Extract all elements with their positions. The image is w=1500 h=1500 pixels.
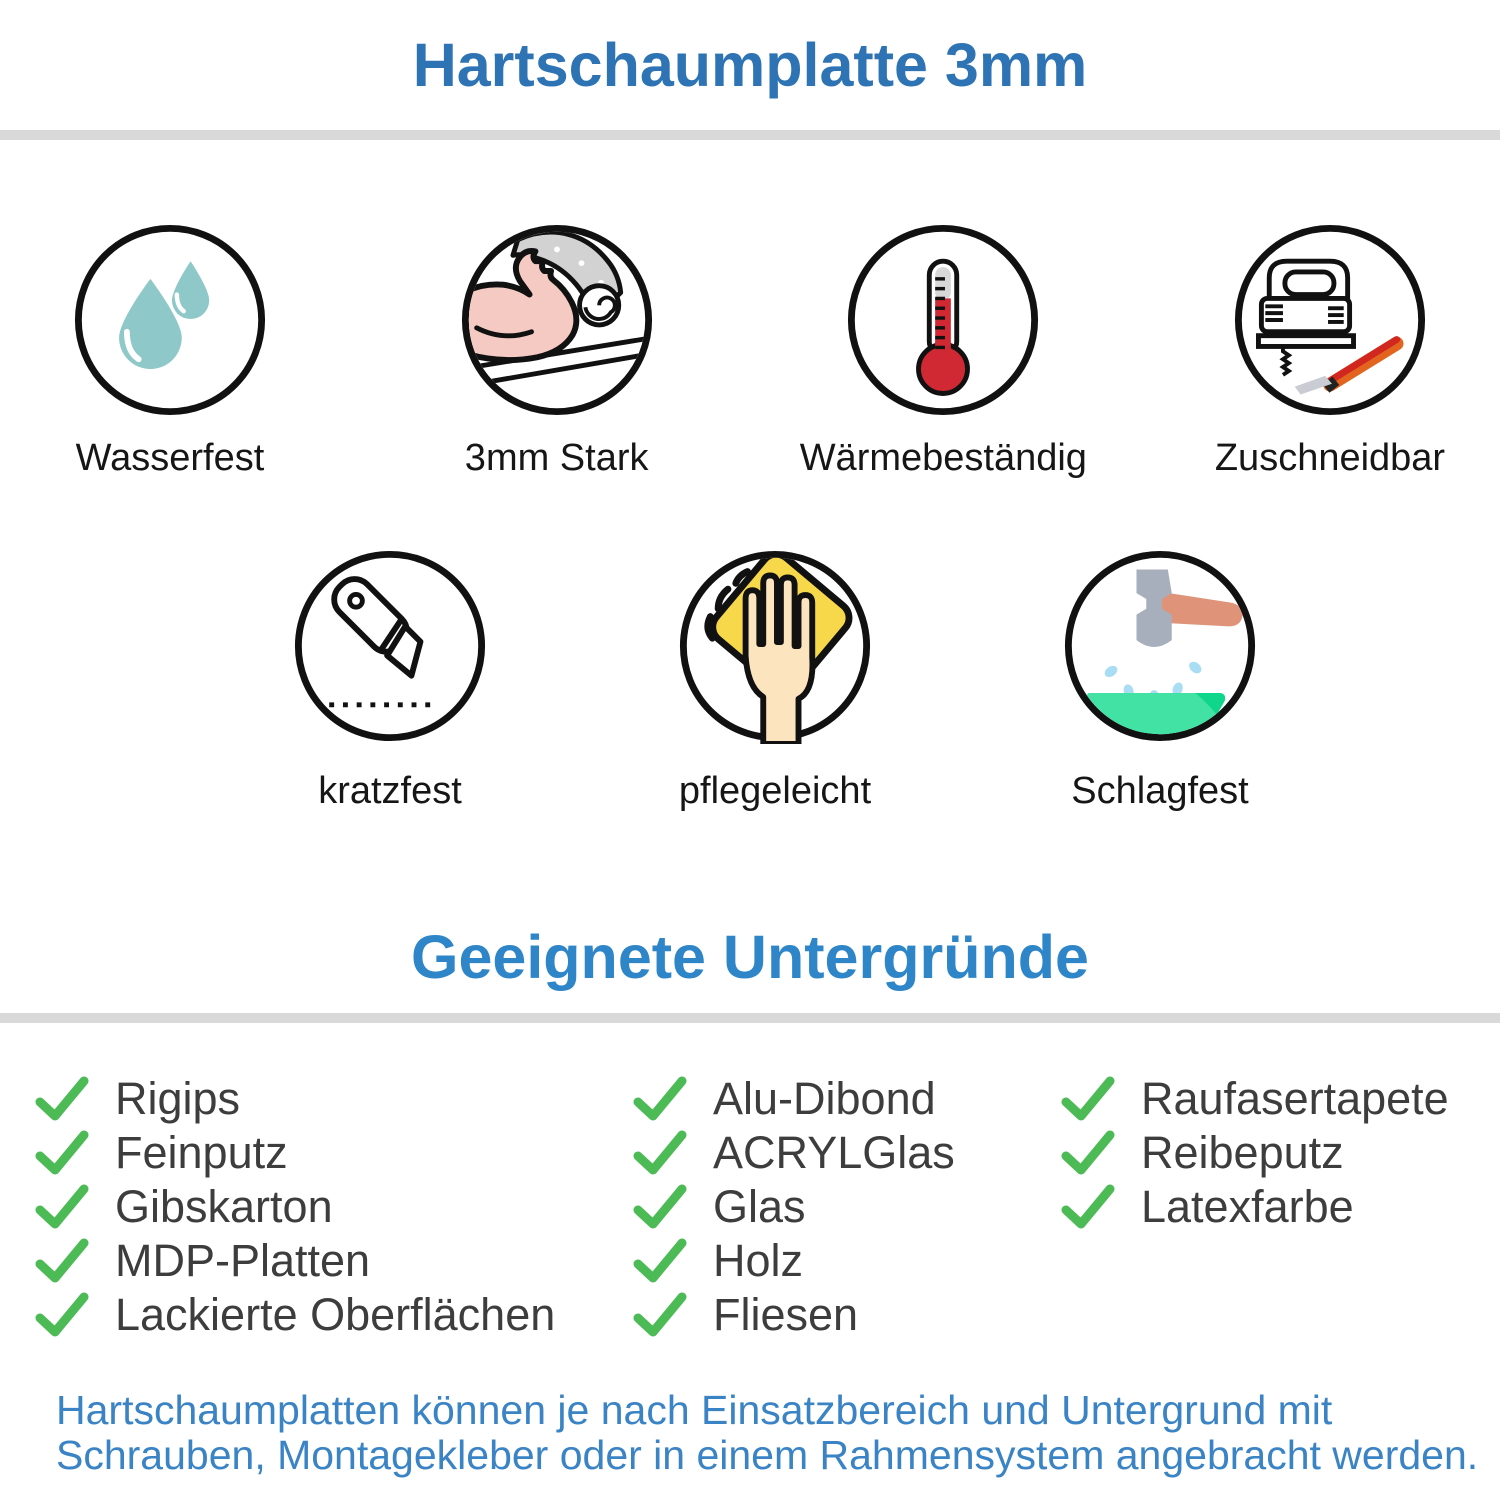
substrates-column-3 <box>1061 1072 1449 1234</box>
feature-wasserfest <box>72 222 268 479</box>
check-icon <box>1061 1130 1115 1176</box>
list-item-label: Alu-Dibond <box>713 1073 936 1124</box>
feature-kratzfest <box>292 548 488 812</box>
list-item <box>35 1288 555 1342</box>
feature-label: pflegeleicht <box>678 770 872 812</box>
list-item-label: Reibeputz <box>1141 1127 1344 1178</box>
feature-label: Wärmebeständig <box>799 437 1087 479</box>
check-icon <box>633 1292 687 1338</box>
flexed-arm-icon <box>459 222 655 418</box>
check-icon <box>1061 1184 1115 1230</box>
feature-schlagfest <box>1062 548 1258 812</box>
list-item-label: Raufasertapete <box>1141 1073 1449 1124</box>
list-item <box>633 1126 955 1180</box>
footer-line-1: Hartschaumplatten können je nach Einsatzbereich und Untergrund mit <box>56 1387 1333 1433</box>
wiping-hand-icon <box>677 548 873 744</box>
utility-knife-icon <box>292 548 488 744</box>
check-icon <box>35 1130 89 1176</box>
list-item <box>35 1126 555 1180</box>
list-item-label: Holz <box>713 1235 804 1286</box>
divider-middle <box>0 1013 1500 1023</box>
water-drops-icon <box>72 222 268 418</box>
feature-label: Wasserfest <box>75 437 265 479</box>
feature-pflegeleicht <box>677 548 873 812</box>
list-item-label: Latexfarbe <box>1141 1181 1354 1232</box>
jigsaw-cutter-icon <box>1232 222 1428 418</box>
feature-row-1 <box>72 222 1446 479</box>
list-item <box>1061 1126 1449 1180</box>
list-item-label: Rigips <box>115 1073 241 1124</box>
list-item <box>633 1072 955 1126</box>
list-item-label: Fliesen <box>713 1289 859 1340</box>
feature-row-2 <box>292 548 1258 812</box>
feature-waermebestaendig <box>799 222 1087 479</box>
substrates-column-1 <box>35 1072 555 1342</box>
list-item <box>633 1180 955 1234</box>
check-icon <box>633 1130 687 1176</box>
feature-label: 3mm Stark <box>464 437 649 479</box>
feature-label: Schlagfest <box>1071 770 1249 812</box>
list-item-label: Glas <box>713 1181 806 1232</box>
check-icon <box>35 1292 89 1338</box>
footer-note <box>56 1388 1478 1478</box>
check-icon <box>35 1184 89 1230</box>
feature-zuschneidbar <box>1214 222 1446 479</box>
check-icon <box>633 1076 687 1122</box>
page-title: Hartschaumplatte 3mm <box>412 31 1088 99</box>
list-item <box>633 1288 955 1342</box>
list-item-label: ACRYLGlas <box>713 1127 955 1178</box>
list-item <box>633 1234 955 1288</box>
list-item <box>1061 1072 1449 1126</box>
feature-label: Zuschneidbar <box>1214 437 1446 479</box>
feature-3mm-stark <box>459 222 655 479</box>
hammer-impact-icon <box>1062 548 1258 744</box>
list-item-label: Feinputz <box>115 1127 288 1178</box>
list-item-label: MDP-Platten <box>115 1235 371 1286</box>
feature-label: kratzfest <box>318 770 462 812</box>
substrates-title: Geeignete Untergründe <box>411 923 1089 991</box>
list-item-label: Lackierte Oberflächen <box>115 1289 556 1340</box>
list-item <box>35 1234 555 1288</box>
divider-top <box>0 130 1500 140</box>
check-icon <box>633 1184 687 1230</box>
list-item-label: Gibskarton <box>115 1181 333 1232</box>
footer-line-2: Schrauben, Montagekleber oder in einem Rahmensystem angebracht werden. <box>56 1432 1479 1478</box>
list-item <box>1061 1180 1449 1234</box>
check-icon <box>1061 1076 1115 1122</box>
thermometer-icon <box>845 222 1041 418</box>
list-item <box>35 1072 555 1126</box>
check-icon <box>633 1238 687 1284</box>
list-item <box>35 1180 555 1234</box>
substrates-column-2 <box>633 1072 955 1342</box>
check-icon <box>35 1238 89 1284</box>
check-icon <box>35 1076 89 1122</box>
